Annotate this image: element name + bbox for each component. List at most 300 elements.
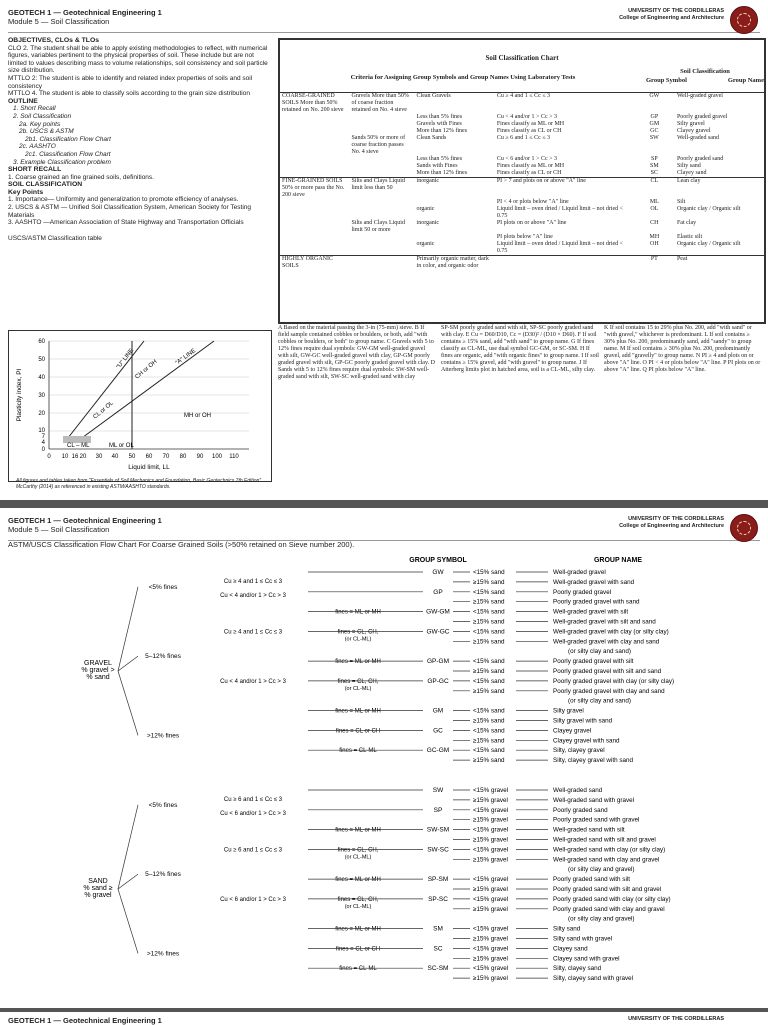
classification-cell: HIGHLY ORGANIC SOILS [282, 256, 334, 269]
fines-label: 5–12% fines [145, 653, 181, 661]
sand-gravel-condition: ≥15% gravel [473, 935, 508, 943]
classification-cell: FINE-GRAINED SOILS 50% or more pass the No. 200 sieve [282, 178, 345, 198]
fines-criteria-label: fines = CL, CH, [337, 678, 379, 685]
classification-cell: OH [650, 241, 659, 247]
group-name: Poorly graded sand with silt and gravel [553, 886, 662, 893]
classification-cell: PT [650, 256, 658, 262]
sand-gravel-condition: ≥15% sand [473, 578, 505, 586]
sand-gravel-condition: <15% gravel [473, 895, 509, 903]
classification-cell [349, 156, 414, 163]
col-group-name: Group Name [727, 77, 764, 84]
classification-cell: More than 12% fines [416, 128, 468, 134]
fines-label: >12% fines [146, 732, 180, 740]
group-name: Clayey sand with gravel [553, 955, 620, 963]
classification-cell [280, 114, 349, 121]
group-name: Silty sand with gravel [553, 935, 613, 943]
key-point: 3. AASHTO —American Association of State Highway and Transportation Officials [8, 219, 244, 227]
group-symbol: SP-SC [428, 895, 448, 903]
sand-gravel-condition: <15% sand [473, 588, 505, 596]
classification-cell [349, 114, 414, 121]
classification-cell [280, 156, 349, 163]
classification-cell: Sands with Fines [416, 163, 458, 169]
sand-gravel-condition: ≥15% sand [473, 598, 505, 606]
fines-criteria-label: fines = CL, CH, [337, 896, 379, 903]
plasticity-chart-svg [9, 331, 271, 481]
sand-gravel-condition: ≥15% sand [473, 717, 505, 725]
classification-cell: Liquid limit – oven dried / Liquid limit – not dried < 0.75 [496, 241, 624, 254]
footnote-col-3: K If soil contains 15 to 29% plus No. 200, add "with sand" or "with gravel," whichever is predominant. L If soil contains ≥ 30% plus No. 200, predominantly sand, add "sandy" to group name. M If soil contains ≥ 30% plus No. 200, predominantly gravel, add "gravelly" to group name. N PI ≥ 4 and plots on or above "A" line. O PI < 4 or plots below "A" line. P PI plots on or above "A" line. Q PI plots below "A" line. [604, 325, 761, 373]
chart-subtitle: Criteria for Assigning Group Symbols and Group Names Using Laboratory Tests [350, 74, 576, 81]
classification-cell: GW [649, 93, 660, 99]
left-column [8, 37, 270, 242]
outline-item: 2c1. Classification Flow Chart [25, 150, 111, 158]
classification-cell [349, 121, 414, 128]
sand-gravel-condition: ≥15% sand [473, 737, 505, 745]
classification-cell: Sands 50% or more of coarse fraction passes No. 4 sieve [351, 135, 406, 155]
sand-gravel-condition: <15% gravel [473, 806, 509, 814]
y-tick: 60 [38, 339, 45, 345]
classification-cell: Fines classify as CL or CH [496, 128, 562, 134]
x-tick: 70 [162, 454, 170, 460]
outline-title: OUTLINE [8, 97, 38, 105]
cl-ol-label: CL or OL [92, 400, 115, 421]
classification-cell [280, 121, 349, 128]
classification-cell [349, 199, 414, 206]
ml-ol-label: ML or OL [109, 443, 134, 449]
group-name: Poorly graded gravel with sand [553, 598, 640, 606]
fines-label: <5% fines [148, 801, 178, 809]
classification-cell: SM [650, 163, 659, 169]
group-name: (or silty clay and gravel) [568, 866, 635, 874]
root-label: GRAVEL [84, 660, 112, 667]
classification-row [280, 121, 764, 128]
classification-cell [280, 199, 349, 206]
sand-gravel-condition: ≥15% sand [473, 638, 505, 646]
y-tick: 40 [38, 375, 45, 381]
criteria-label: Cu < 4 and/or 1 > Cc > 3 [220, 592, 286, 599]
fines-criteria-label: fines = CL, CH, [337, 847, 379, 854]
classification-cell: Lean clay [676, 178, 701, 184]
fines-criteria-label: fines = CL-ML [339, 748, 377, 755]
classification-cell: Less than 5% fines [416, 156, 463, 162]
classification-cell: MH [649, 234, 660, 240]
classification-cell [280, 241, 349, 256]
y-tick: 7 [41, 434, 45, 440]
classification-row [280, 234, 764, 241]
classification-cell: Liquid limit – oven dried / Liquid limit – not dried < 0.75 [496, 206, 624, 219]
university-name: UNIVERSITY OF THE CORDILLERAS [628, 8, 724, 14]
classification-cell: Silty sand [676, 163, 701, 169]
sand-gravel-condition: <15% sand [473, 628, 505, 636]
classification-row [280, 163, 764, 170]
classification-cell: Silts and Clays Liquid limit less than 50 [351, 178, 405, 191]
fines-criteria-label: fines = CL or CH [335, 728, 381, 735]
classification-row [280, 114, 764, 121]
fines-criteria-label: fines = CL-ML [339, 966, 377, 973]
coarse-grained-flowchart [8, 550, 760, 1000]
classification-cell: Poorly graded sand [676, 156, 724, 162]
classification-cell: GC [650, 128, 659, 134]
classification-cell [349, 163, 414, 170]
sand-gravel-condition: ≥15% gravel [473, 886, 508, 893]
group-symbol: GM [432, 707, 444, 715]
university-name: UNIVERSITY OF THE CORDILLERAS [628, 1016, 724, 1022]
classification-row [280, 241, 764, 256]
sand-gravel-condition: ≥15% gravel [473, 816, 508, 824]
group-name: Well-graded sand with clay and gravel [553, 856, 660, 864]
mh-oh-label: MH or OH [184, 413, 211, 419]
group-name: Silty gravel [553, 707, 584, 715]
y-tick: 20 [38, 411, 45, 417]
classification-row [280, 170, 764, 178]
y-tick: 10 [38, 428, 45, 434]
classification-cell: Gravels with Fines [416, 121, 462, 127]
group-name: Well-graded sand with silt [553, 826, 625, 834]
classification-cell: Clayey sand [676, 170, 707, 176]
group-name: Well-graded sand with silt and gravel [553, 836, 656, 844]
figure-caption: All figures and tables taken from "Essentials of Soil Mechanics and Foundation, Basic Geotechnics 7th Edition" McCarthy (2014) as referenced in existing ASTM/AASHTO standards. [16, 478, 262, 490]
group-name: Well-graded gravel with clay and sand [553, 638, 660, 646]
university-name: UNIVERSITY OF THE CORDILLERAS [628, 516, 724, 522]
college-name: College of Engineering and Architecture [619, 523, 724, 529]
module-title: Module 5 — Soil Classification [8, 525, 110, 534]
group-name: Well-graded sand [553, 787, 603, 794]
group-name: Poorly graded sand with silt [553, 876, 631, 884]
classification-cell: COARSE-GRAINED SOILS More than 50% retained on No. 200 sieve [282, 93, 344, 113]
recall-item: 1. Coarse grained an fine grained soils, definitions. [8, 173, 154, 181]
classification-cell [415, 199, 495, 206]
classification-cell: Cu ≥ 4 and 1 ≤ Cc ≤ 3 [496, 93, 551, 99]
root-label: % gravel > [81, 667, 115, 674]
classification-row [280, 256, 764, 271]
classification-cell [349, 234, 414, 241]
classification-cell: organic [416, 206, 435, 212]
outline-item: 2b. USCS & ASTM [19, 128, 74, 136]
criteria-label: Cu ≥ 6 and 1 ≤ Cc ≤ 3 [223, 796, 283, 803]
sand-gravel-condition: <15% sand [473, 608, 505, 616]
group-name: Silty sand [553, 925, 581, 933]
classification-cell [280, 163, 349, 170]
course-title: GEOTECH 1 — Geotechnical Engineering 1 [8, 8, 162, 17]
classification-cell [349, 170, 414, 178]
sand-gravel-condition: <15% sand [473, 677, 505, 685]
fines-label: <5% fines [148, 583, 178, 591]
classification-cell: SW [649, 135, 659, 141]
classification-row [280, 178, 764, 200]
objectives-title: OBJECTIVES, CLOs & TLOs [8, 37, 100, 44]
fines-criteria-label: fines = ML or MH [335, 926, 381, 933]
uscs-table-label: USCS/ASTM Classification table [8, 234, 102, 242]
group-symbol: SW-SM [426, 826, 450, 834]
group-name: Silty, clayey sand [553, 965, 602, 973]
soil-classification-title: SOIL CLASSIFICATION [8, 181, 83, 189]
classification-cell: Elastic silt [676, 234, 703, 240]
x-tick: 60 [145, 454, 153, 460]
classification-cell: inorganic [416, 220, 440, 226]
x-tick: 50 [128, 454, 136, 460]
y-tick: 4 [41, 440, 45, 446]
classification-cell [280, 128, 349, 135]
sand-gravel-condition: <15% sand [473, 727, 505, 735]
x-tick: 110 [229, 454, 239, 460]
group-name: Silty gravel with sand [553, 717, 613, 725]
soil-classification-chart [278, 38, 766, 324]
classification-cell: Organic clay / Organic silt [676, 241, 741, 247]
classification-cell: Peat [676, 256, 688, 262]
classification-cell: Primarily organic matter, dark in color, and organic odor [416, 256, 489, 269]
group-symbol: GP-GM [426, 658, 450, 666]
criteria-label: Cu ≥ 4 and 1 ≤ Cc ≤ 3 [223, 578, 283, 585]
x-tick: 10 [61, 454, 69, 460]
group-name-header: GROUP NAME [593, 557, 643, 564]
group-name: Clayey sand [553, 945, 588, 953]
fines-criteria-label: fines = ML or MH [335, 659, 381, 666]
classification-cell [280, 234, 349, 241]
sand-gravel-condition: <15% gravel [473, 846, 509, 854]
classification-cell [349, 128, 414, 135]
footnote-col-1: A Based on the material passing the 3-in (75-mm) sieve. B If field sample contained cobbles or boulders, or both, add "with cobbles or boulders, or both" to group name. C Gravels with 5 to 12% fines require dual symbols: GW-GM well-graded gravel with silt, GW-GC well-graded gravel with clay, GP-GM poorly graded gravel with silt, GP-GC poorly graded gravel with clay. D Sands with 5 to 12% fines require dual symbols: SW-SM well-graded sand with silt, SW-SC well-graded sand with clay [278, 325, 435, 380]
branch-line [118, 889, 138, 953]
group-symbol: SC-SM [427, 965, 449, 973]
group-symbol: GC-GM [426, 747, 450, 755]
group-name: Well-graded gravel [553, 569, 606, 576]
classification-cell [280, 135, 349, 156]
key-points-title: Key Points [8, 188, 44, 196]
classification-cell [280, 220, 349, 234]
clo2-text: CLO 2. The student shall be able to apply existing methodologies to reflect, with numerical figures, variables pertinent to the physical properties of soil. These include but are not limited to values describing mass to volume relationships, soil consistency and soil particle size distribution. [8, 44, 268, 75]
a-line [75, 341, 214, 443]
group-name: Well-graded gravel with sand [553, 578, 635, 586]
x-axis-label: Liquid limit, LL [128, 464, 170, 471]
classification-cell [415, 234, 495, 241]
classification-cell: PI < 4 or plots below "A" line [496, 199, 569, 205]
group-name: Clayey gravel with sand [553, 737, 620, 745]
outline-item: 2b1. Classification Flow Chart [25, 135, 111, 143]
classification-cell [495, 256, 634, 271]
root-label: % sand ≥ [83, 885, 113, 892]
group-name: Well-graded sand with gravel [553, 796, 635, 804]
chart-title: Soil Classification Chart [485, 54, 559, 62]
y-tick: 0 [41, 447, 45, 453]
sand-gravel-condition: <15% gravel [473, 945, 509, 953]
classification-cell: PI > 7 and plots on or above "A" line [496, 178, 586, 184]
classification-cell [280, 206, 349, 220]
outline-item: 2c. AASHTO [19, 143, 56, 151]
classification-cell: GM [649, 121, 660, 127]
sand-gravel-condition: <15% sand [473, 569, 505, 576]
group-symbol-header: GROUP SYMBOL [409, 557, 467, 564]
classification-cell: OL [650, 206, 659, 212]
classification-cell: CL [650, 178, 659, 184]
mttlo2-text: MTTLO 2: The student is able to identify and related index properties of soils and soil consistency [8, 74, 253, 90]
x-tick: 20 [79, 454, 87, 460]
chart-footnotes [278, 325, 762, 493]
classification-cell: Fines classify as ML or MH [496, 121, 565, 127]
group-symbol: SC [433, 945, 443, 953]
sand-gravel-condition: <15% sand [473, 707, 505, 715]
sand-gravel-condition: ≥15% gravel [473, 836, 508, 844]
outline-item: 1. Short Recall [13, 105, 56, 113]
group-name: Poorly graded sand with clay and gravel [553, 905, 665, 913]
classification-cell: Less than 5% fines [416, 114, 463, 120]
classification-cell: Poorly graded gravel [676, 114, 728, 120]
sand-gravel-condition: <15% gravel [473, 876, 509, 884]
classification-cell: GP [650, 114, 659, 120]
sand-gravel-condition: ≥15% gravel [473, 955, 508, 963]
x-tick: 100 [211, 454, 223, 460]
sand-gravel-condition: ≥15% gravel [473, 856, 508, 864]
fines-criteria-label: (or CL-ML) [344, 636, 372, 643]
y-tick: 50 [38, 357, 45, 363]
plasticity-chart [8, 330, 272, 482]
cl-ml-label: CL – ML [67, 443, 90, 449]
university-seal-icon [730, 6, 758, 34]
cl-ml-zone [63, 436, 91, 443]
fines-criteria-label: fines = ML or MH [335, 877, 381, 884]
y-tick: 30 [38, 393, 45, 399]
course-title: GEOTECH 1 — Geotechnical Engineering 1 [8, 516, 162, 525]
group-symbol: GW-GM [426, 608, 450, 616]
sand-gravel-condition: <15% gravel [473, 787, 509, 794]
classification-row [280, 220, 764, 234]
x-tick: 0 [47, 454, 51, 460]
key-point: 1. Importance— Uniformity and generalization to promote efficiency of analyses. [8, 196, 239, 204]
group-name: (or silty clay and sand) [568, 697, 631, 705]
group-symbol: GP-GC [427, 677, 449, 685]
group-symbol: GC [433, 727, 443, 735]
college-name: College of Engineering and Architecture [619, 15, 724, 21]
classification-cell: inorganic [416, 178, 440, 184]
x-tick: 40 [111, 454, 119, 460]
document-page-2 [0, 508, 768, 1008]
group-name: Silty, clayey gravel with sand [553, 757, 634, 765]
classification-cell [349, 256, 414, 271]
document-page-3 [0, 1012, 768, 1024]
page-header [8, 516, 760, 541]
group-name: Poorly graded gravel with clay and sand [553, 687, 665, 695]
group-name: (or silty clay and gravel) [568, 915, 635, 923]
sand-gravel-condition: <15% gravel [473, 965, 509, 973]
classification-table [280, 92, 764, 270]
classification-cell: Silty gravel [676, 121, 705, 127]
y-ticks [38, 339, 45, 453]
group-name: Poorly graded sand with gravel [553, 816, 640, 824]
classification-cell: organic [416, 241, 435, 247]
classification-row [280, 156, 764, 163]
classification-cell [280, 170, 349, 178]
footnote-col-2: SP-SM poorly graded sand with silt, SP-SC poorly graded sand with clay. E Cu = D60/D10, Cc = (D30)² / (D10 × D60). F If soil contains ≥ 15% sand, add "with sand" to group name. G If fines classify as CL-ML, use dual symbol GC-GM, or SC-SM. H If fines are organic, add "with organic fines" to group name. I If soil contains ≥ 15% gravel, add "with gravel" to group name. J If Atterberg limits plot in hatched area, soil is a CL-ML, silty clay. [441, 325, 599, 373]
classification-cell: More than 12% fines [416, 170, 468, 176]
root-label: SAND [88, 878, 108, 885]
criteria-label: Cu < 6 and/or 1 > Cc > 3 [220, 810, 286, 817]
classification-cell: Well-graded sand [676, 135, 719, 141]
group-symbol: SM [433, 925, 443, 933]
sand-gravel-condition: ≥15% gravel [473, 975, 508, 983]
a-line-label: "A" LINE [174, 348, 198, 367]
sand-gravel-condition: ≥15% sand [473, 757, 505, 765]
classification-cell: PI plots below "A" line [496, 234, 553, 240]
classification-cell: Cu < 6 and/or 1 > Cc > 3 [496, 156, 557, 162]
classification-row [280, 128, 764, 135]
classification-cell: SC [650, 170, 659, 176]
group-name: Poorly graded gravel with clay (or silty clay) [553, 677, 675, 685]
group-name: Poorly graded sand [553, 806, 608, 814]
sand-gravel-condition: ≥15% gravel [473, 796, 508, 804]
fines-criteria-label: fines = ML or MH [335, 827, 381, 834]
fines-criteria-label: fines = ML or MH [335, 708, 381, 715]
group-name: Silty, clayey sand with gravel [553, 975, 634, 983]
classification-cell: Cu < 4 and/or 1 > Cc > 3 [496, 114, 557, 120]
sand-gravel-condition: <15% gravel [473, 925, 509, 933]
flowchart-title: ASTM/USCS Classification Flow Chart For Coarse Grained Soils (>50% retained on Sieve number 200). [8, 540, 355, 549]
classification-cell: Gravels More than 50% of coarse fraction retained on No. 4 sieve [351, 93, 409, 113]
group-symbol: SW [432, 787, 444, 794]
ch-oh-label: CH or OH [134, 359, 159, 381]
x-tick: 80 [179, 454, 187, 460]
u-line-label: "U" LINE [115, 347, 136, 371]
group-name: Clayey gravel [553, 727, 592, 735]
outline-item: 3. Example Classification problem [13, 158, 111, 166]
branch-line [118, 671, 138, 735]
group-name: Well-graded gravel with silt [553, 608, 629, 616]
criteria-label: Cu < 6 and/or 1 > Cc > 3 [220, 896, 286, 903]
classification-cell: Fines classify as CL or CH [496, 170, 562, 176]
group-name: Poorly graded gravel [553, 588, 612, 596]
group-symbol: SP-SM [427, 876, 449, 884]
group-name: Well-graded gravel with clay (or silty clay) [553, 628, 669, 636]
sand-gravel-condition: ≥15% gravel [473, 905, 508, 913]
criteria-label: Cu < 4 and/or 1 > Cc > 3 [220, 678, 286, 685]
classification-row [280, 206, 764, 220]
classification-cell [349, 241, 414, 256]
classification-cell: CH [650, 220, 659, 226]
root-label: % gravel [84, 892, 112, 899]
root-label: % sand [86, 674, 110, 681]
group-symbol: SW-SC [427, 846, 449, 854]
sand-gravel-condition: ≥15% sand [473, 687, 505, 695]
fines-criteria-label: fines = CL or CH [335, 946, 381, 953]
classification-cell: Silts and Clays Liquid limit 50 or more [351, 220, 405, 233]
classification-row [280, 135, 764, 156]
fines-criteria-label: (or CL-ML) [344, 854, 372, 861]
x-tick: 16 [71, 454, 79, 460]
group-symbol: GP [433, 588, 443, 596]
classification-cell: ML [649, 199, 659, 205]
group-name: Poorly graded gravel with silt [553, 658, 634, 666]
fines-label: >12% fines [146, 950, 180, 958]
y-axis-label: Plasticity index, PI [16, 368, 23, 422]
page-header [8, 8, 760, 33]
group-name: Silty, clayey gravel [553, 747, 605, 755]
mttlo4-text: MTTLO 4. The student is able to classify soils according to the grain size distribution [8, 90, 250, 98]
criteria-label: Cu ≥ 6 and 1 ≤ Cc ≤ 3 [223, 847, 283, 854]
course-title: GEOTECH 1 — Geotechnical Engineering 1 [8, 1016, 162, 1025]
group-name: (or silty clay and sand) [568, 648, 631, 656]
fines-criteria-label: (or CL-ML) [344, 685, 372, 692]
classification-cell: PI plots on or above "A" line [496, 220, 567, 226]
group-name: Well-graded gravel with silt and sand [553, 618, 656, 626]
fines-criteria-label: fines = ML or MH [335, 609, 381, 616]
classification-cell: Fat clay [676, 220, 697, 226]
classification-cell: Organic clay / Organic silt [676, 206, 741, 212]
fines-label: 5–12% fines [145, 871, 181, 879]
col-group-symbol: Group Symbol [646, 77, 687, 84]
classification-row [280, 199, 764, 206]
outline-item: 2. Soil Classification [13, 112, 72, 120]
outline-item: 2a. Key points [19, 120, 61, 128]
sand-gravel-condition: ≥15% sand [473, 618, 505, 626]
fines-criteria-label: fines = CL, CH, [337, 629, 379, 636]
